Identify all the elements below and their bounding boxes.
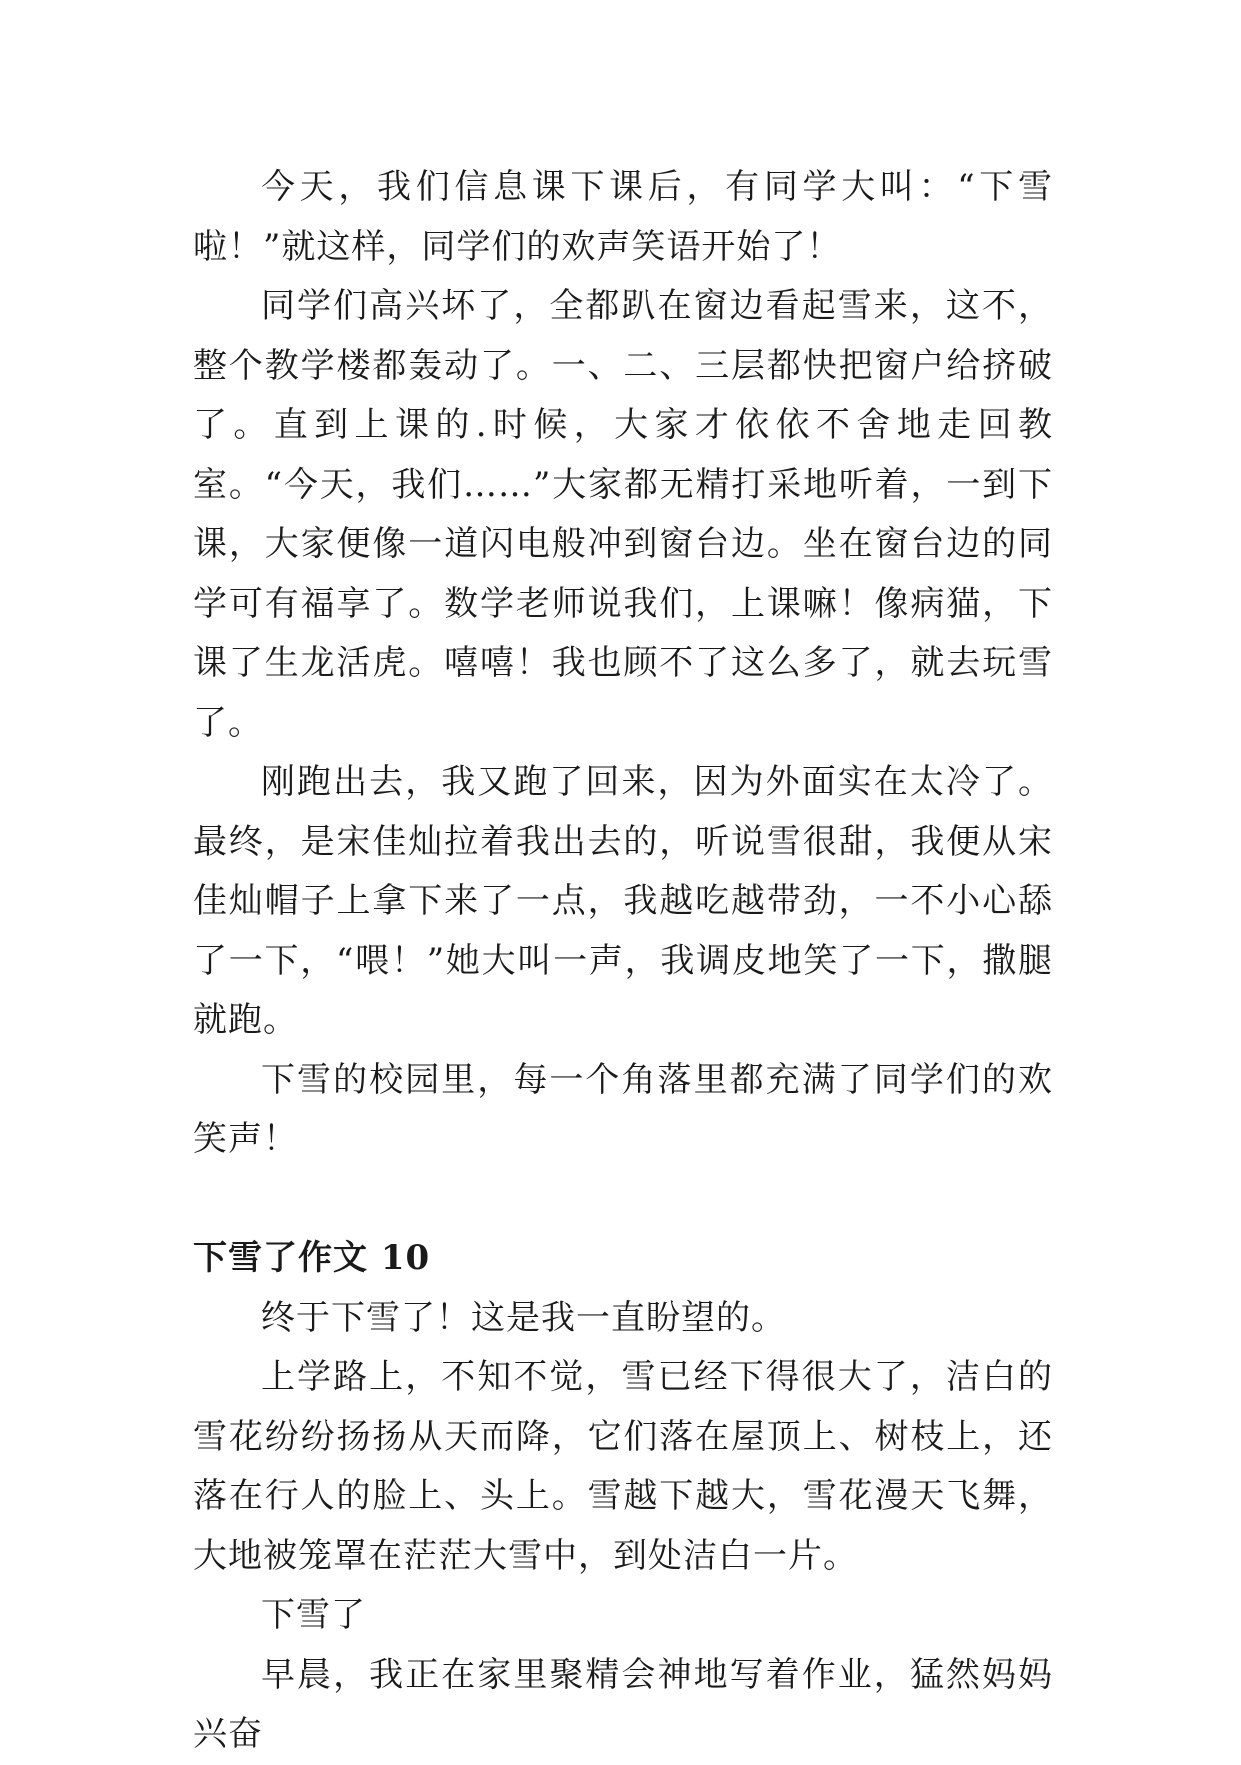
section-spacer (193, 1170, 1053, 1230)
paragraph: 上学路上，不知不觉，雪已经下得很大了，洁白的雪花纷纷扬扬从天而降，它们落在屋顶上、树枝上，还落在行人的脸上、头上。雪越下越大，雪花漫天飞舞，大地被笼罩在茫茫大雪中，到处洁白一片。 (193, 1357, 1053, 1576)
section-heading: 下雪了作文 10 (193, 1238, 431, 1278)
paragraph: 下雪的校园里，每一个角落里都充满了同学们的欢笑声！ (193, 1059, 1053, 1159)
paragraph: 早晨，我正在家里聚精会神地写着作业，猛然妈妈兴奋 (193, 1654, 1053, 1754)
paragraph: 刚跑出去，我又跑了回来，因为外面实在太冷了。最终，是宋佳灿拉着我出去的，听说雪很甜，我便从宋佳灿帽子上拿下来了一点，我越吃越带劲，一不小心舔了一下，“喂！”她大叫一声，我调皮地笑了一下，撒腿就跑。 (193, 762, 1053, 1040)
document-body (193, 158, 1053, 1765)
paragraph: 今天，我们信息课下课后，有同学大叫：“下雪啦！”就这样，同学们的欢声笑语开始了！ (193, 167, 1053, 267)
paragraph: 终于下雪了！这是我一直盼望的。 (261, 1297, 786, 1338)
paragraph: 下雪了 (261, 1595, 366, 1635)
paragraph: 同学们高兴坏了，全都趴在窗边看起雪来，这不，整个教学楼都轰动了。一、二、三层都快把窗户给挤破了。直到上课的.时候，大家才依依不舍地走回教室。“今天，我们……”大家都无精打采地听着，一到下课，大家便像一道闪电般冲到窗台边。坐在窗台边的同学可有福享了。数学老师说我们，上课嘛！像病猫，下课了生龙活虎。嘻嘻！我也顾不了这么多了，就去玩雪了。 (193, 286, 1053, 743)
